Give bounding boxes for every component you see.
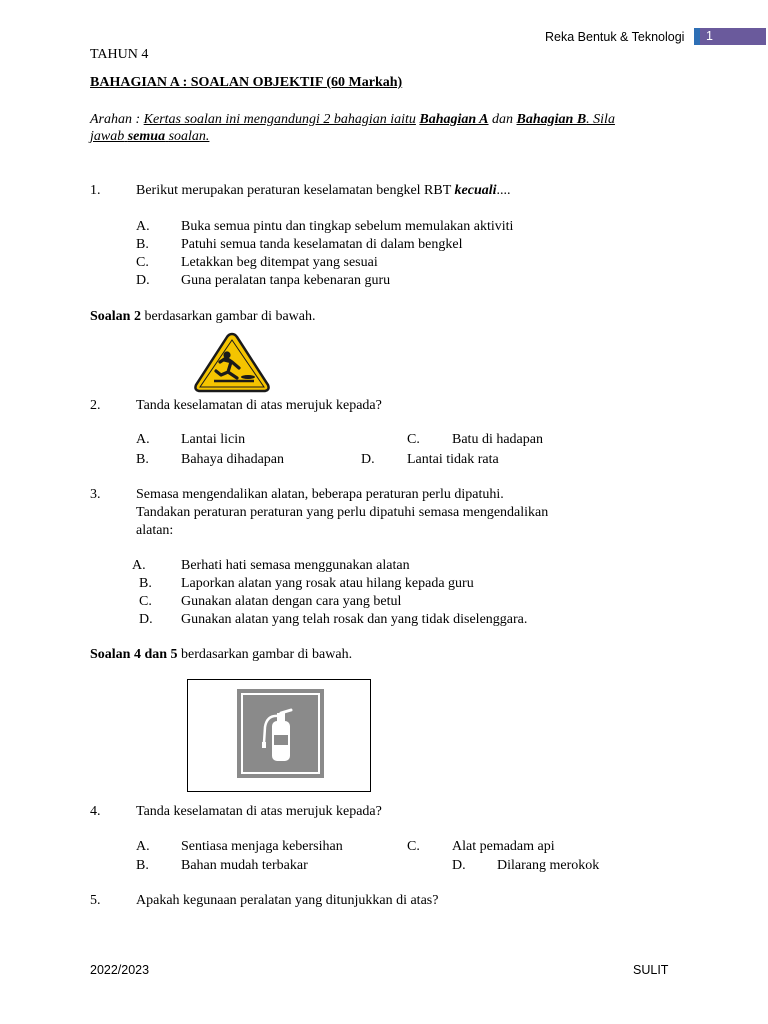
question-5-text: Apakah kegunaan peralatan yang ditunjukkan di atas? <box>136 893 439 908</box>
wet-floor-warning-icon <box>192 331 272 393</box>
question-4-number: 4. <box>90 804 101 819</box>
option-text: Sentiasa menjaga kebersihan <box>181 839 343 854</box>
option-label: B. <box>139 576 152 591</box>
option-text: Letakkan beg ditempat yang sesuai <box>181 255 378 270</box>
option-text: Gunakan alatan dengan cara yang betul <box>181 594 402 609</box>
header-subject: Reka Bentuk & Teknologi <box>545 30 685 44</box>
option-label: B. <box>136 858 149 873</box>
footer-classification: SULIT <box>633 963 669 977</box>
instructions-dan: dan <box>492 112 514 127</box>
reference-note-bold: Soalan 4 dan 5 <box>90 647 178 662</box>
instructions-sep: : <box>132 112 144 127</box>
option-label: A. <box>132 558 146 573</box>
instructions-semua: semua <box>127 129 166 144</box>
option-text: Guna peralatan tanpa kebenaran guru <box>181 273 391 288</box>
section-title: BAHAGIAN A : SOALAN OBJEKTIF (60 Markah) <box>90 75 403 90</box>
option-label: C. <box>139 594 152 609</box>
option-text: Buka semua pintu dan tingkap sebelum memulakan aktiviti <box>181 219 514 234</box>
option-text: Laporkan alatan yang rosak atau hilang kepada guru <box>181 576 474 591</box>
question-5-number: 5. <box>90 893 101 908</box>
fire-extinguisher-icon <box>237 689 324 778</box>
option-label: A. <box>136 219 150 234</box>
question-3-line: Tandakan peraturan peraturan yang perlu dipatuhi semasa mengendalikan <box>136 505 549 520</box>
page-number: 1 <box>706 29 713 43</box>
option-label: D. <box>452 858 466 873</box>
question-1-tail: .... <box>496 183 511 198</box>
page-number-tab <box>694 28 766 45</box>
option-text: Dilarang merokok <box>497 858 600 873</box>
option-label: D. <box>136 273 150 288</box>
option-text: Bahan mudah terbakar <box>181 858 308 873</box>
reference-note-q4-q5 <box>90 646 352 664</box>
option-text: Lantai licin <box>181 432 246 447</box>
question-3-number: 3. <box>90 487 101 502</box>
option-label: C. <box>407 432 420 447</box>
option-label: D. <box>139 612 153 627</box>
option-text: Patuhi semua tanda keselamatan di dalam bengkel <box>181 237 463 252</box>
question-2-number: 2. <box>90 398 101 413</box>
option-text: Alat pemadam api <box>452 839 555 854</box>
instructions-label: Arahan <box>90 112 132 127</box>
option-label: D. <box>361 452 375 467</box>
option-label: C. <box>136 255 149 270</box>
question-1-text <box>136 182 511 200</box>
question-3-line: Semasa mengendalikan alatan, beberapa peraturan perlu dipatuhi. <box>136 487 504 502</box>
instructions-text-1: Kertas soalan ini mengandungi 2 bahagian iaitu <box>143 112 416 127</box>
option-label: B. <box>136 452 149 467</box>
option-label: A. <box>136 839 150 854</box>
instructions-line-1 <box>90 111 615 129</box>
option-text: Gunakan alatan yang telah rosak dan yang tidak diselenggara. <box>181 612 528 627</box>
option-label: C. <box>407 839 420 854</box>
reference-note-rest: berdasarkan gambar di bawah. <box>181 647 353 662</box>
instructions-bahagian-a: Bahagian A <box>419 112 489 127</box>
question-4-text: Tanda keselamatan di atas merujuk kepada? <box>136 804 382 819</box>
instructions-jawab: jawab <box>90 129 125 144</box>
reference-note-q2 <box>90 308 316 326</box>
option-text: Lantai tidak rata <box>407 452 499 467</box>
instructions-bahagian-b: Bahagian B <box>516 112 587 127</box>
fire-extinguisher-sign-frame <box>187 679 371 792</box>
footer-year: 2022/2023 <box>90 963 150 977</box>
year-label: TAHUN 4 <box>90 47 149 62</box>
option-label: B. <box>136 237 149 252</box>
option-label: A. <box>136 432 150 447</box>
option-text: Berhati hati semasa menggunakan alatan <box>181 558 410 573</box>
reference-note-bold: Soalan 2 <box>90 309 141 324</box>
question-1-number: 1. <box>90 183 101 198</box>
instructions-line-2 <box>90 128 209 146</box>
reference-note-rest: berdasarkan gambar di bawah. <box>144 309 316 324</box>
question-1-emphasis: kecuali <box>454 183 497 198</box>
instructions-text-2: . Sila <box>586 112 615 127</box>
question-3-line: alatan: <box>136 523 174 538</box>
option-text: Bahaya dihadapan <box>181 452 285 467</box>
question-2-text: Tanda keselamatan di atas merujuk kepada? <box>136 398 382 413</box>
option-text: Batu di hadapan <box>452 432 543 447</box>
instructions-soalan: soalan. <box>168 129 210 144</box>
question-1-stem: Berikut merupakan peraturan keselamatan bengkel RBT <box>136 183 452 198</box>
